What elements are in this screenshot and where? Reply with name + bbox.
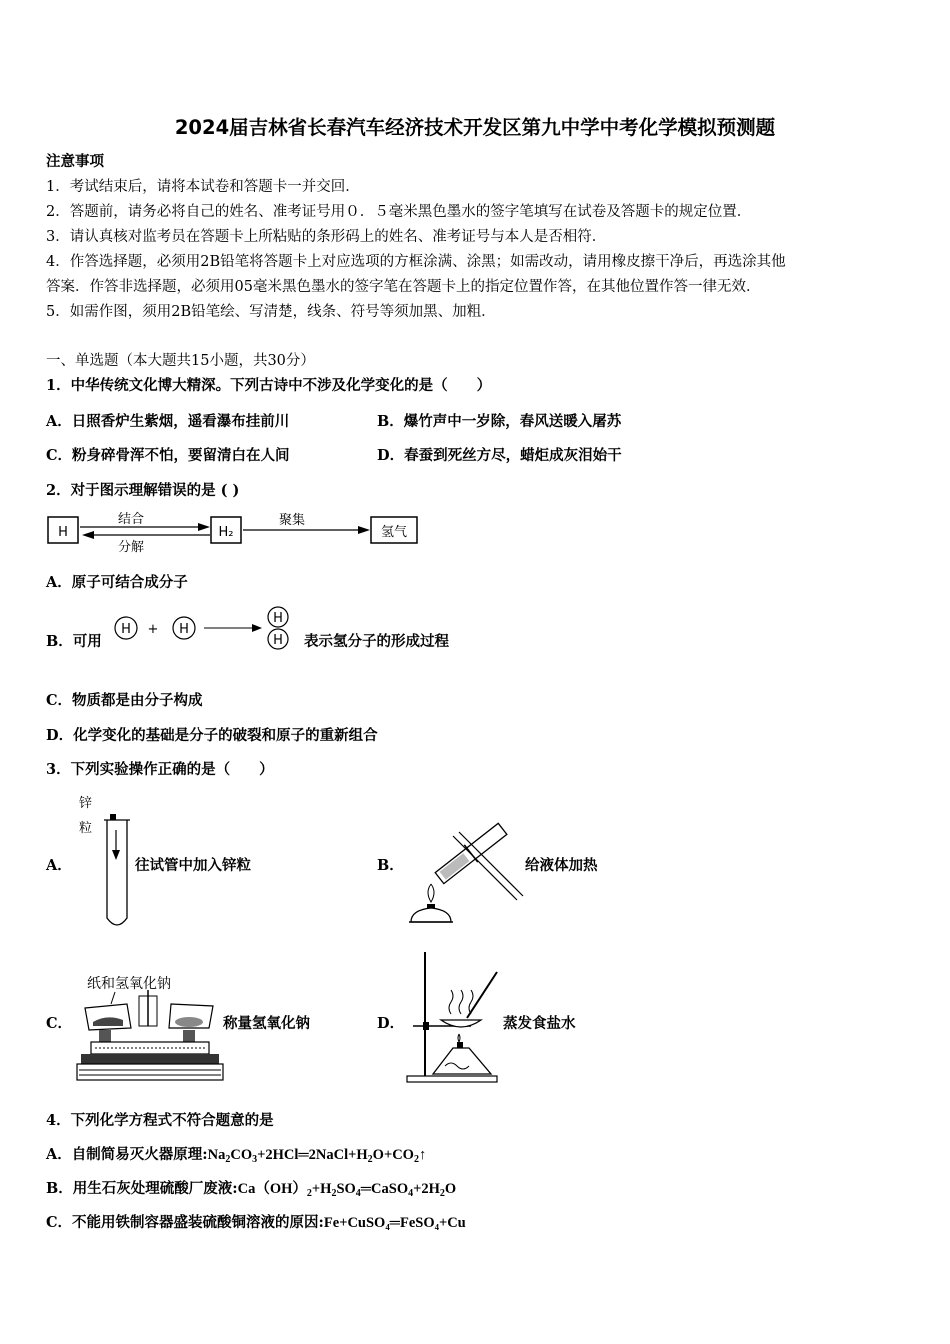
q3-option-b-label[interactable]: B． xyxy=(377,857,404,874)
molecule-formation-diagram xyxy=(112,604,302,656)
atom-h-2: H xyxy=(179,622,189,637)
liquid-heating-figure xyxy=(405,822,525,932)
question-1-stem: 1．中华传统文化博大精深。下列古诗中不涉及化学变化的是（ ） xyxy=(46,377,492,394)
question-3-stem: 3．下列实验操作正确的是（ ） xyxy=(46,761,274,778)
q1-option-d[interactable]: D．春蚕到死丝方尽，蜡炬成灰泪始干 xyxy=(377,447,622,464)
q2-option-c[interactable]: C．物质都是由分子构成 xyxy=(46,692,203,709)
q2-option-b-suffix[interactable]: 表示氢分子的形成过程 xyxy=(304,633,449,650)
arrow-label-decompose: 分解 xyxy=(117,540,145,555)
fig-text-zinc: 锌 xyxy=(79,796,93,811)
q4-option-a-prefix: A．自制简易灭火器原理: xyxy=(46,1146,208,1163)
q4-option-b-equation: $Ca(OH)_2+H_2SO_4═CaSO_4+2H_2O$ xyxy=(237,1181,457,1199)
notice-item: 答案．作答非选择题，必须用05毫米黑色墨水的签字笔在答题卡上的指定位置作答，在其他位置作答一律无效． xyxy=(46,279,761,295)
section-heading: 一、单选题（本大题共15小题，共30分） xyxy=(46,353,315,369)
q1-option-c[interactable]: C．粉身碎骨浑不怕，要留清白在人间 xyxy=(46,447,290,464)
arrow-label-combine: 结合 xyxy=(117,512,145,527)
plus-sign: + xyxy=(147,622,159,637)
q1-option-b[interactable]: B．爆竹声中一岁除，春风送暖入屠苏 xyxy=(377,413,622,430)
q2-option-a[interactable]: A．原子可结合成分子 xyxy=(46,574,188,591)
q3-option-a-label[interactable]: A． xyxy=(46,857,72,874)
arrow-label-gather: 聚集 xyxy=(278,513,306,528)
q4-option-a[interactable] xyxy=(46,1145,426,1165)
molecule-atom-top: H xyxy=(273,611,283,626)
q4-option-b-prefix: B．用生石灰处理硫酸厂废液: xyxy=(46,1180,238,1197)
q1-option-a[interactable]: A．日照香炉生紫烟，遥看瀑布挂前川 xyxy=(46,413,290,430)
q4-option-a-equation: $Na_2CO_3+2HCl═2NaCl+H_2O+CO_2↑$ xyxy=(207,1147,427,1165)
page-title: 2024届吉林省长春汽车经济技术开发区第九中学中考化学模拟预测题 xyxy=(174,116,776,139)
fig-text-paper-naoh: 纸和氢氧化钠 xyxy=(87,976,171,992)
q4-option-c[interactable] xyxy=(46,1213,466,1233)
hydrogen-diagram xyxy=(46,510,426,560)
notice-item: 2．答题前，请务必将自己的姓名、准考证号用０．５毫米黑色墨水的签字笔填写在试卷及答题卡的规定位置． xyxy=(46,204,752,220)
test-tube-zinc-figure xyxy=(75,790,135,935)
q4-option-b[interactable] xyxy=(46,1179,456,1199)
atom-h-1: H xyxy=(121,622,131,637)
notice-item: 1．考试结束后，请将本试卷和答题卡一并交回． xyxy=(46,179,360,195)
diagram-box-h: H xyxy=(58,525,68,540)
q2-option-b-prefix[interactable]: B．可用 xyxy=(46,633,102,650)
q3-option-b-text[interactable]: 给液体加热 xyxy=(525,857,598,874)
diagram-box-h2: H₂ xyxy=(218,525,234,540)
q3-option-c-label[interactable]: C． xyxy=(46,1015,73,1032)
balance-scale-figure xyxy=(75,970,225,1085)
question-4-stem: 4．下列化学方程式不符合题意的是 xyxy=(46,1112,274,1129)
q4-option-c-equation: Fe+CuSO₄═FeSO₄+Cu xyxy=(323,1215,466,1231)
notice-item: 3．请认真核对监考员在答题卡上所粘贴的条形码上的姓名、准考证号与本人是否相符． xyxy=(46,229,607,245)
question-2-stem: 2．对于图示理解错误的是 ( ) xyxy=(46,482,240,499)
fig-text-granule: 粒 xyxy=(79,821,93,836)
evaporation-figure xyxy=(405,948,505,1088)
q3-option-d-label[interactable]: D． xyxy=(377,1015,405,1032)
q4-option-c-prefix: C．不能用铁制容器盛装硫酸铜溶液的原因: xyxy=(46,1214,324,1231)
q2-option-d[interactable]: D．化学变化的基础是分子的破裂和原子的重新组合 xyxy=(46,727,378,744)
q3-option-a-text[interactable]: 往试管中加入锌粒 xyxy=(135,857,251,874)
notice-item: 4．作答选择题，必须用2B铅笔将答题卡上对应选项的方框涂满、涂黑；如需改动，请用橡皮擦干净后，再选涂其他 xyxy=(46,254,786,270)
notice-item: 5．如需作图，须用2B铅笔绘、写清楚，线条、符号等须加黑、加粗． xyxy=(46,304,496,320)
q3-option-c-text[interactable]: 称量氢氧化钠 xyxy=(223,1015,310,1032)
notice-heading: 注意事项 xyxy=(46,153,104,170)
q3-option-d-text[interactable]: 蒸发食盐水 xyxy=(503,1015,576,1032)
diagram-box-hydrogen-gas: 氢气 xyxy=(380,525,408,540)
molecule-atom-bottom: H xyxy=(273,633,283,648)
